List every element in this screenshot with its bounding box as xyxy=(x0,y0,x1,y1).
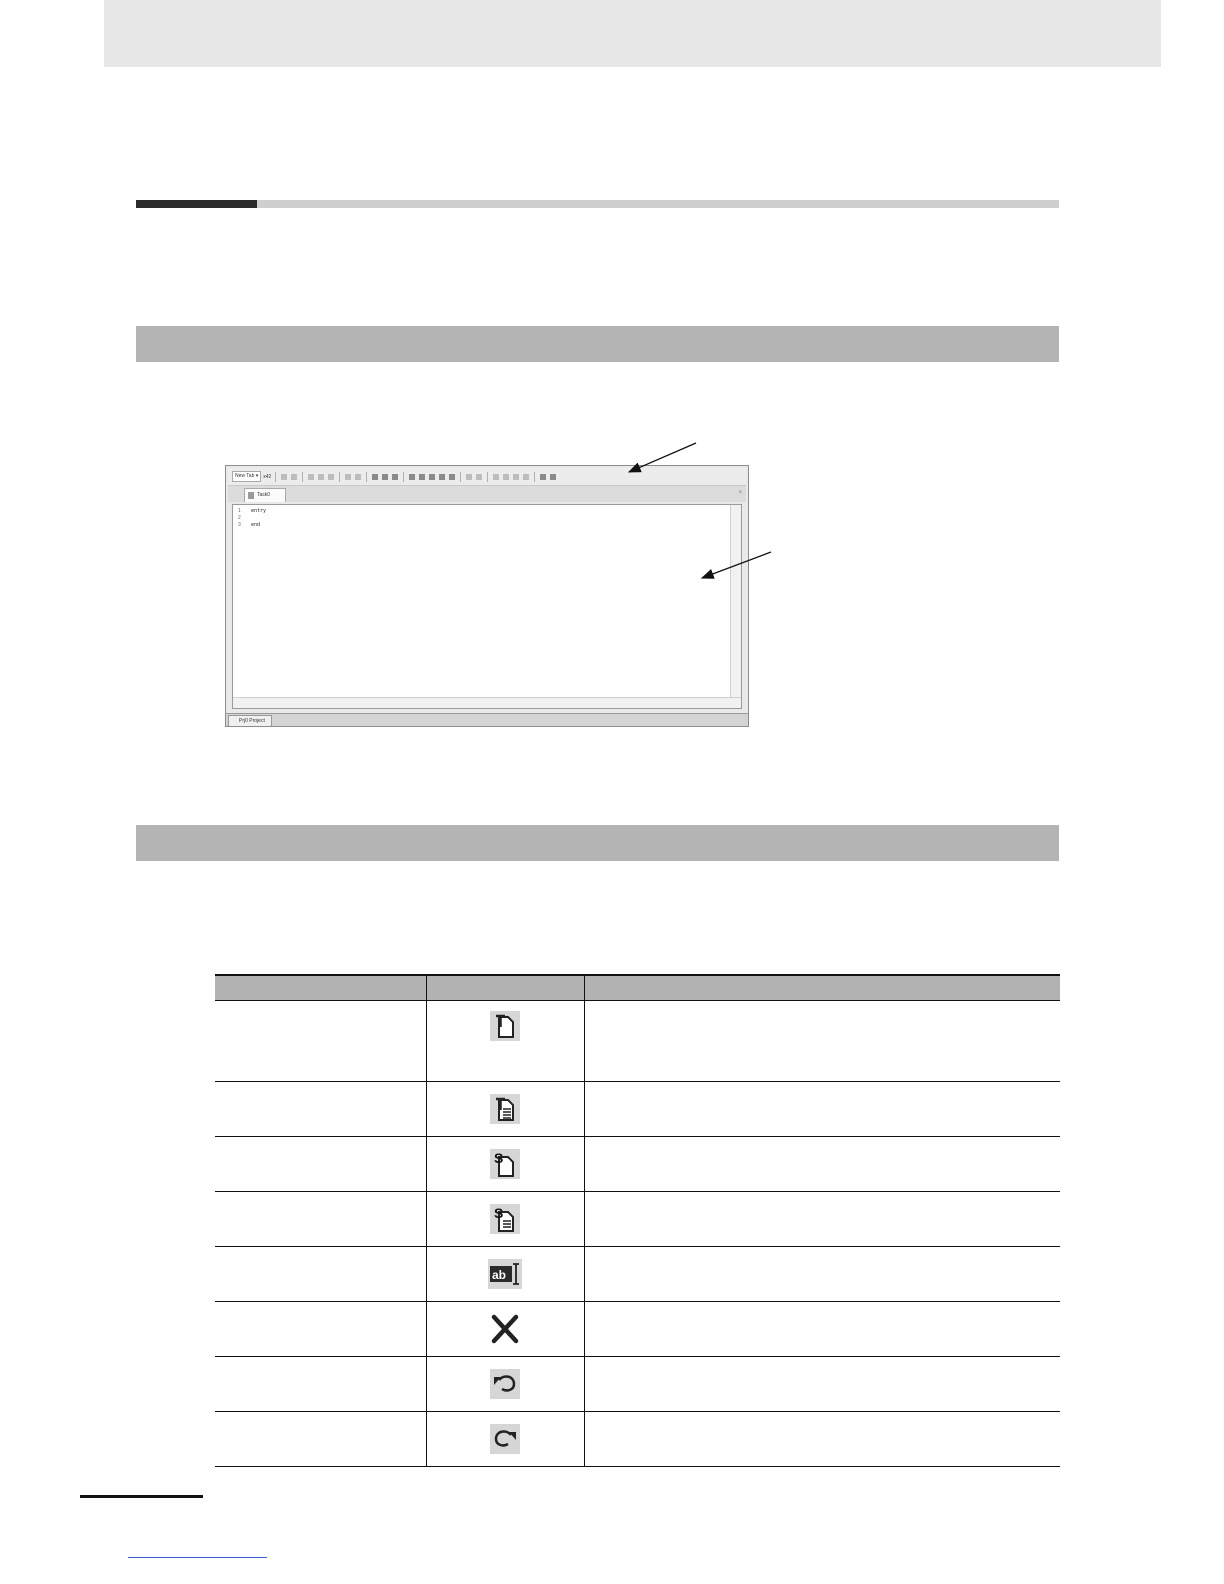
toolbar-separator xyxy=(460,472,461,482)
table-row xyxy=(215,1001,1060,1082)
step-over-icon[interactable] xyxy=(503,474,509,480)
toolbar-command-table xyxy=(215,974,1060,1467)
new-file-icon[interactable] xyxy=(281,474,287,480)
table-cell xyxy=(584,1137,1060,1192)
rename-ab-icon xyxy=(488,1259,522,1289)
table-cell xyxy=(426,1192,584,1247)
table-row xyxy=(215,1247,1060,1302)
table-cell xyxy=(426,1247,584,1302)
table-cell xyxy=(426,1302,584,1357)
table-header-row xyxy=(215,975,1060,1001)
toolbar-separator xyxy=(275,472,276,482)
delete-x-icon xyxy=(490,1314,520,1344)
table-cell xyxy=(426,1412,584,1467)
table-cell xyxy=(584,1082,1060,1137)
table-cell xyxy=(215,1192,426,1247)
table-cell xyxy=(215,1357,426,1412)
toolbar-separator xyxy=(366,472,367,482)
table-row xyxy=(215,1302,1060,1357)
toolbar-separator xyxy=(339,472,340,482)
footer-link-underline[interactable] xyxy=(128,1557,267,1558)
table-cell xyxy=(215,1247,426,1302)
close-icon[interactable]: × xyxy=(738,490,742,496)
tab-project[interactable]: Prj0 Project xyxy=(228,715,272,726)
toolbar-separator xyxy=(403,472,404,482)
table-row xyxy=(215,1137,1060,1192)
table-cell xyxy=(426,1082,584,1137)
toolbar-separator xyxy=(534,472,535,482)
chapter-rule-light xyxy=(257,200,1059,208)
table-cell xyxy=(215,1137,426,1192)
tab-task[interactable] xyxy=(244,488,286,502)
toolbar-value: x42 xyxy=(263,473,272,480)
table-cell xyxy=(426,1357,584,1412)
table-row xyxy=(215,1082,1060,1137)
list-icon[interactable] xyxy=(540,474,546,480)
table-cell xyxy=(584,1247,1060,1302)
table-cell xyxy=(215,1412,426,1467)
table-row xyxy=(215,1357,1060,1412)
run-icon[interactable] xyxy=(523,474,529,480)
file-icon xyxy=(248,492,254,499)
table-row xyxy=(215,1192,1060,1247)
copy-icon[interactable] xyxy=(382,474,388,480)
column-header xyxy=(584,975,1060,1001)
table-cell xyxy=(215,1001,426,1082)
undo-icon[interactable] xyxy=(345,474,351,480)
editor-callout-arrow xyxy=(702,552,771,578)
rename-icon[interactable] xyxy=(308,474,314,480)
footer-rule xyxy=(80,1495,203,1498)
new-s-file-icon xyxy=(490,1149,520,1179)
bookmark-next-icon[interactable] xyxy=(476,474,482,480)
table-cell xyxy=(215,1302,426,1357)
svg-text:ab: ab xyxy=(492,1268,507,1282)
paste-icon[interactable] xyxy=(392,474,398,480)
table-cell xyxy=(584,1412,1060,1467)
build-icon[interactable] xyxy=(550,474,556,480)
section-heading-bar xyxy=(136,825,1059,861)
redo-icon[interactable] xyxy=(355,474,361,480)
line-number: 2 xyxy=(238,515,241,521)
table-cell xyxy=(426,1137,584,1192)
replace-icon[interactable] xyxy=(419,474,425,480)
table-cell xyxy=(215,1082,426,1137)
toolbar-separator xyxy=(302,472,303,482)
line-number: 3 xyxy=(238,522,241,528)
table-cell xyxy=(584,1001,1060,1082)
indent-icon[interactable] xyxy=(429,474,435,480)
table-cell xyxy=(426,1001,584,1082)
redo-icon xyxy=(490,1424,520,1454)
svg-text:S: S xyxy=(494,1205,504,1221)
cut-icon[interactable] xyxy=(372,474,378,480)
toolbar-separator xyxy=(487,472,488,482)
section-heading-bar xyxy=(136,326,1059,362)
column-header xyxy=(215,975,426,1001)
table-cell xyxy=(584,1192,1060,1247)
table-cell xyxy=(584,1302,1060,1357)
undo-icon xyxy=(490,1369,520,1399)
comment-icon[interactable] xyxy=(449,474,455,480)
bottom-tab-strip xyxy=(226,713,748,726)
callout-arrows xyxy=(600,430,800,600)
column-header xyxy=(426,975,584,1001)
svg-text:S: S xyxy=(494,1150,504,1166)
new-s-file-lines-icon xyxy=(490,1204,520,1234)
horizontal-scrollbar[interactable] xyxy=(233,697,741,708)
step-icon[interactable] xyxy=(493,474,499,480)
table-row xyxy=(215,1412,1060,1467)
new-tab-dropdown[interactable]: New Tab ▾ xyxy=(232,471,261,482)
new-file-lines-icon xyxy=(490,1094,520,1124)
code-line: end xyxy=(251,522,261,528)
outdent-icon[interactable] xyxy=(439,474,445,480)
move-icon[interactable] xyxy=(328,474,334,480)
step-out-icon[interactable] xyxy=(513,474,519,480)
open-file-icon[interactable] xyxy=(291,474,297,480)
tab-label: Task0 xyxy=(257,492,271,498)
code-line: entry xyxy=(251,508,267,514)
header-band xyxy=(104,0,1161,67)
new-file-icon xyxy=(490,1011,520,1041)
delete-icon[interactable] xyxy=(318,474,324,480)
chapter-rule-dark xyxy=(136,200,257,208)
find-icon[interactable] xyxy=(409,474,415,480)
bookmark-icon[interactable] xyxy=(466,474,472,480)
line-number: 1 xyxy=(238,508,241,514)
table-cell xyxy=(584,1357,1060,1412)
toolbar-callout-arrow xyxy=(629,443,696,472)
